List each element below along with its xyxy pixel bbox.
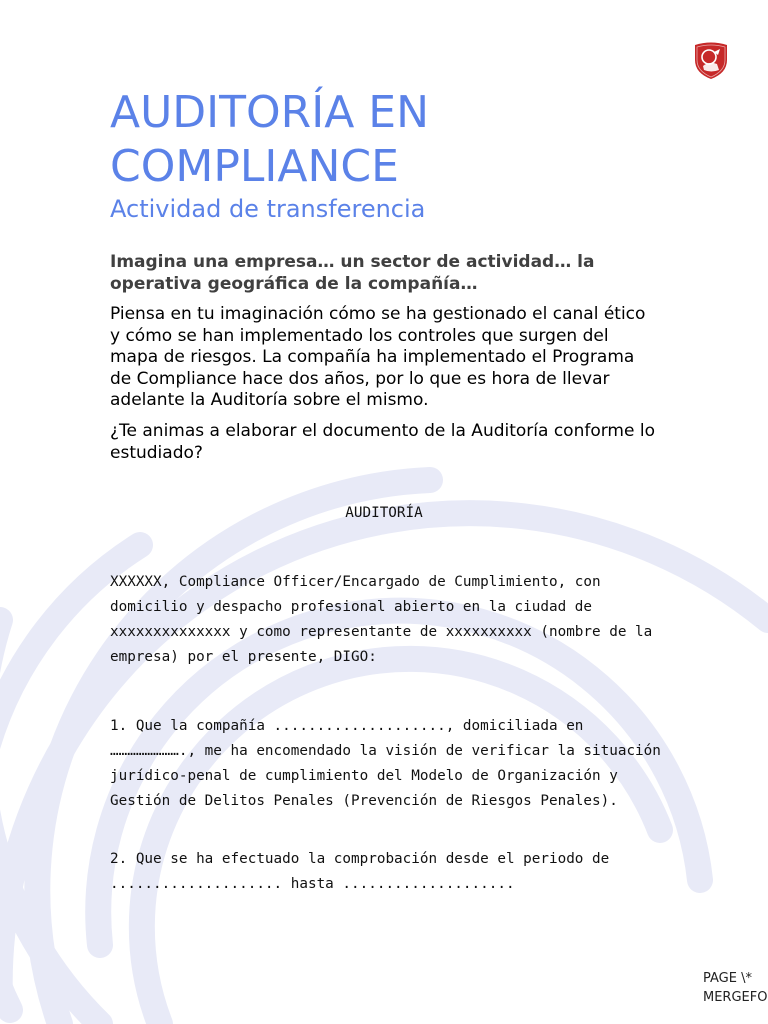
document-title xyxy=(110,86,670,194)
template-intro: XXXXXX, Compliance Officer/Encargado de Cumplimiento, con domicilio y despacho profesional abierto en la ciudad de xxxxxxxxxxxxxx y como representante de xxxxxxxxxx (nombre de la empresa) por el presente, DIGO: xyxy=(110,574,653,665)
body-paragraph-2: ¿Te animas a elaborar el documento de la Auditoría conforme lo estudiado? xyxy=(110,421,655,463)
template-heading: AUDITORÍA xyxy=(345,505,423,521)
clause-2: 2. Que se ha efectuado la comprobación desde el periodo de .................... hasta .................... xyxy=(110,851,610,892)
body-paragraph-1: Piensa en tu imaginación cómo se ha gestionado el canal ético y cómo se han implementado los controles que surgen del mapa de riesgos. La compañía ha implementado el Programa de Compliance hace dos años, por lo que es hora de llevar adelante la Auditoría sobre el mismo. xyxy=(110,304,646,410)
title-line-1: AUDITORÍA EN xyxy=(110,87,430,138)
page-footer-field xyxy=(703,969,767,1007)
lead-paragraph: Imagina una empresa… un sector de actividad… la operativa geográfica de la compañía… xyxy=(110,252,595,294)
document-subtitle: Actividad de transferencia xyxy=(110,195,426,223)
clause-1: 1. Que la compañía ...................., domiciliada en ……………………., me ha encomendado la visión de verificar la situación jurídico-penal de cumplimiento del Modelo de Organización y Gestión de Delitos Penales (Prevención de Riesgos Penales). xyxy=(110,718,661,809)
footer-line-2: MERGEFO xyxy=(703,990,768,1005)
title-line-2: COMPLIANCE xyxy=(110,141,399,192)
footer-line-1: PAGE \* xyxy=(703,971,752,986)
shield-logo-icon xyxy=(692,40,730,80)
